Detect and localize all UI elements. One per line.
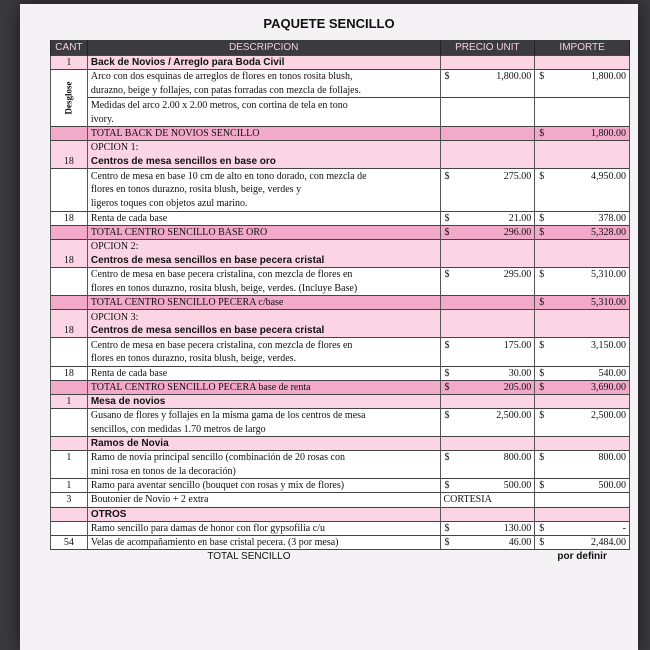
unit-price-cell <box>440 155 535 169</box>
cant-cell <box>51 310 88 324</box>
cant-cell <box>51 380 88 394</box>
table-row <box>51 479 630 493</box>
unit-price-cell <box>440 98 535 112</box>
amount-cell <box>535 267 630 281</box>
unit-price-cell <box>440 507 535 521</box>
currency-symbol: $ <box>444 480 450 492</box>
description-cell: flores en tonos durazno, rosita blush, beige, verdes y <box>87 183 440 197</box>
cant-cell: 1 <box>51 479 88 493</box>
description-cell: Arco con dos esquinas de arreglos de flores en tonos rosita blush, <box>87 69 440 83</box>
unit-price-cell <box>440 479 535 493</box>
currency-symbol: $ <box>444 367 450 379</box>
cant-cell <box>51 267 88 281</box>
cant-cell <box>51 507 88 521</box>
table-row <box>51 183 630 197</box>
currency-symbol: $ <box>539 381 545 393</box>
description-cell: Renta de cada base <box>87 366 440 380</box>
description-cell: TOTAL CENTRO SENCILLO PECERA c/base <box>87 296 440 310</box>
section-row <box>51 55 630 69</box>
description-cell: flores en tonos durazno, rosita blush, beige, verdes. (Incluye Base) <box>87 282 440 296</box>
unit-price-cell <box>440 310 535 324</box>
currency-symbol: $ <box>539 297 545 309</box>
unit-price-cell <box>440 521 535 535</box>
table-header-row <box>51 40 630 55</box>
amount-value: 378.00 <box>598 212 626 224</box>
cant-cell <box>51 169 88 183</box>
cant-cell <box>51 352 88 366</box>
currency-symbol: $ <box>539 226 545 238</box>
currency-symbol: $ <box>444 170 450 182</box>
amount-cell <box>535 366 630 380</box>
side-label-cell <box>51 69 88 126</box>
unit-price-cell <box>440 535 535 549</box>
amount-cell <box>535 155 630 169</box>
amount-cell <box>535 493 630 507</box>
currency-symbol: $ <box>539 480 545 492</box>
amount-value: 3,690.00 <box>591 381 626 393</box>
section-row <box>51 394 630 408</box>
description-cell: OTROS <box>87 507 440 521</box>
amount-value: 540.00 <box>598 367 626 379</box>
amount-value: 2,500.00 <box>591 410 626 422</box>
total-row <box>51 296 630 310</box>
unit-price-cell <box>440 422 535 436</box>
currency-symbol: $ <box>539 367 545 379</box>
amount-value: 1,800.00 <box>591 71 626 83</box>
cant-cell <box>51 465 88 479</box>
description-cell: Mesa de novios <box>87 394 440 408</box>
total-row <box>51 225 630 239</box>
description-cell: Ramo para aventar sencillo (bouquet con rosas y mix de flores) <box>87 479 440 493</box>
cant-cell <box>51 521 88 535</box>
amount-cell <box>535 126 630 140</box>
amount-value: 1,800.00 <box>591 128 626 140</box>
amount-cell <box>535 69 630 83</box>
amount-cell <box>535 112 630 126</box>
description-cell: Centros de mesa sencillos en base pecera cristal <box>87 253 440 267</box>
amount-cell <box>535 437 630 451</box>
cant-cell <box>51 141 88 155</box>
description-cell: flores en tonos durazno, rosita blush, beige, verdes. <box>87 352 440 366</box>
currency-symbol: $ <box>539 522 545 534</box>
unit-price-value: 175.00 <box>503 339 532 351</box>
unit-price-cell <box>440 69 535 83</box>
table-row <box>51 521 630 535</box>
price-table <box>50 40 630 563</box>
description-cell: TOTAL CENTRO SENCILLO BASE ORO <box>87 225 440 239</box>
total-footer-row <box>51 549 630 563</box>
unit-price-cell <box>440 451 535 465</box>
currency-symbol: $ <box>444 212 450 224</box>
table-row <box>51 282 630 296</box>
unit-price-value: 500.00 <box>503 480 532 492</box>
currency-symbol: $ <box>539 170 545 182</box>
description-cell: ligeros toques con objetos azul marino. <box>87 197 440 211</box>
amount-cell <box>535 197 630 211</box>
table-row <box>51 408 630 422</box>
header-precio-unit: PRECIO UNIT <box>440 40 535 55</box>
header-descripcion: DESCRIPCION <box>87 40 440 55</box>
unit-price-cell <box>440 408 535 422</box>
description-cell: mini rosa en tonos de la decoración) <box>87 465 440 479</box>
description-cell: Ramo de novia principal sencillo (combinación de 20 rosas con <box>87 451 440 465</box>
cant-cell: 1 <box>51 451 88 465</box>
unit-price-cell <box>440 465 535 479</box>
unit-price-cell <box>440 282 535 296</box>
amount-cell <box>535 338 630 352</box>
cant-cell: 18 <box>51 366 88 380</box>
description-cell: OPCION 3: <box>87 310 440 324</box>
cant-cell <box>51 183 88 197</box>
unit-price-cell <box>440 126 535 140</box>
currency-symbol: $ <box>444 452 450 464</box>
amount-cell <box>535 282 630 296</box>
unit-price-cell <box>440 352 535 366</box>
description-cell: Medidas del arco 2.00 x 2.00 metros, con cortina de tela en tono <box>87 98 440 112</box>
amount-cell <box>535 451 630 465</box>
currency-symbol: $ <box>539 71 545 83</box>
description-cell: Centro de mesa en base 10 cm de alto en tono dorado, con mezcla de <box>87 169 440 183</box>
description-cell: TOTAL BACK DE NOVIOS SENCILLO <box>87 126 440 140</box>
document-sheet <box>20 4 638 650</box>
amount-cell <box>535 211 630 225</box>
amount-cell <box>535 169 630 183</box>
cant-cell <box>51 408 88 422</box>
currency-symbol: $ <box>539 128 545 140</box>
description-cell: Boutonier de Novio + 2 extra <box>87 493 440 507</box>
description-cell: OPCION 2: <box>87 239 440 253</box>
amount-cell <box>535 310 630 324</box>
footer-total-label: TOTAL SENCILLO <box>87 549 440 563</box>
amount-value: 2,484.00 <box>591 536 626 548</box>
currency-symbol: $ <box>444 226 450 238</box>
unit-price-cell <box>440 394 535 408</box>
currency-symbol: $ <box>444 381 450 393</box>
table-row <box>51 169 630 183</box>
cant-cell: 54 <box>51 535 88 549</box>
footer-total-value: por definir <box>535 549 630 563</box>
description-cell: Centro de mesa en base pecera cristalina, con mezcla de flores en <box>87 338 440 352</box>
description-cell: TOTAL CENTRO SENCILLO PECERA base de renta <box>87 380 440 394</box>
unit-price-cell <box>440 183 535 197</box>
unit-price-cell <box>440 267 535 281</box>
cant-cell: 18 <box>51 324 88 338</box>
table-row <box>51 211 630 225</box>
amount-cell <box>535 352 630 366</box>
description-cell: Gusano de flores y follajes en la misma gama de los centros de mesa <box>87 408 440 422</box>
section-row <box>51 324 630 338</box>
section-row <box>51 437 630 451</box>
amount-cell <box>535 296 630 310</box>
table-row <box>51 197 630 211</box>
table-row <box>51 493 630 507</box>
amount-value: 800.00 <box>598 452 626 464</box>
unit-price-cell <box>440 225 535 239</box>
unit-price-value: 275.00 <box>503 170 532 182</box>
amount-cell <box>535 225 630 239</box>
amount-cell <box>535 83 630 97</box>
description-cell: OPCION 1: <box>87 141 440 155</box>
table-row <box>51 267 630 281</box>
amount-cell <box>535 507 630 521</box>
amount-cell <box>535 253 630 267</box>
table-row <box>51 98 630 112</box>
amount-cell <box>535 422 630 436</box>
table-row <box>51 352 630 366</box>
unit-price-cell <box>440 55 535 69</box>
section-row <box>51 239 630 253</box>
amount-value: 3,150.00 <box>591 339 626 351</box>
currency-symbol: $ <box>444 522 450 534</box>
table-row <box>51 83 630 97</box>
amount-cell <box>535 141 630 155</box>
unit-price-cell <box>440 380 535 394</box>
amount-cell <box>535 465 630 479</box>
document-title: PAQUETE SENCILLO <box>263 16 395 31</box>
cant-cell <box>51 338 88 352</box>
currency-symbol: $ <box>444 71 450 83</box>
currency-symbol: $ <box>539 339 545 351</box>
footer-empty <box>51 549 88 563</box>
description-cell: Centros de mesa sencillos en base pecera cristal <box>87 324 440 338</box>
side-label: Desglose <box>63 81 74 115</box>
unit-price-value: 1,800.00 <box>496 71 532 83</box>
total-row <box>51 380 630 394</box>
cant-cell: 18 <box>51 211 88 225</box>
currency-symbol: $ <box>444 410 450 422</box>
amount-cell <box>535 535 630 549</box>
unit-price-value: 30.00 <box>508 367 532 379</box>
unit-price-value: 296.00 <box>503 226 532 238</box>
unit-price-cell <box>440 141 535 155</box>
unit-price-cell <box>440 366 535 380</box>
cant-cell <box>51 197 88 211</box>
unit-price-value: 800.00 <box>503 452 532 464</box>
cant-cell <box>51 239 88 253</box>
amount-cell <box>535 183 630 197</box>
description-cell: ivory. <box>87 112 440 126</box>
amount-cell <box>535 98 630 112</box>
currency-symbol: $ <box>444 339 450 351</box>
unit-price-value: 46.00 <box>508 536 532 548</box>
amount-cell <box>535 324 630 338</box>
amount-cell <box>535 55 630 69</box>
unit-price-cell: CORTESIA <box>440 493 535 507</box>
description-cell: Renta de cada base <box>87 211 440 225</box>
unit-price-cell <box>440 239 535 253</box>
cant-cell <box>51 422 88 436</box>
table-row <box>51 112 630 126</box>
unit-price-value: 295.00 <box>503 269 532 281</box>
cant-cell <box>51 126 88 140</box>
header-importe: IMPORTE <box>535 40 630 55</box>
cant-cell <box>51 437 88 451</box>
unit-price-cell <box>440 211 535 225</box>
currency-symbol: $ <box>444 269 450 281</box>
description-cell: Velas de acompañamiento en base cristal pecera. (3 por mesa) <box>87 535 440 549</box>
table-row <box>51 366 630 380</box>
unit-price-cell <box>440 197 535 211</box>
footer-empty <box>440 549 535 563</box>
amount-cell <box>535 239 630 253</box>
unit-price-cell <box>440 83 535 97</box>
table-row <box>51 535 630 549</box>
section-row <box>51 310 630 324</box>
unit-price-cell <box>440 169 535 183</box>
amount-value: - <box>622 522 626 534</box>
header-cant: CANT <box>51 40 88 55</box>
section-row <box>51 141 630 155</box>
unit-price-value: 205.00 <box>503 381 532 393</box>
amount-value: 4,950.00 <box>591 170 626 182</box>
cant-cell: 18 <box>51 253 88 267</box>
amount-cell <box>535 408 630 422</box>
table-row <box>51 422 630 436</box>
cant-cell: 1 <box>51 55 88 69</box>
currency-symbol: $ <box>539 212 545 224</box>
description-cell: Ramo sencillo para damas de honor con flor gypsofilia c/u <box>87 521 440 535</box>
amount-value: 500.00 <box>598 480 626 492</box>
unit-price-value: 2,500.00 <box>496 410 532 422</box>
table-row <box>51 451 630 465</box>
amount-value: 5,328.00 <box>591 226 626 238</box>
cant-cell <box>51 282 88 296</box>
section-row <box>51 253 630 267</box>
unit-price-cell <box>440 324 535 338</box>
table-row <box>51 465 630 479</box>
currency-symbol: $ <box>539 410 545 422</box>
currency-symbol: $ <box>539 269 545 281</box>
description-cell: Back de Novios / Arreglo para Boda Civil <box>87 55 440 69</box>
currency-symbol: $ <box>539 452 545 464</box>
total-row <box>51 126 630 140</box>
amount-cell <box>535 380 630 394</box>
amount-value: 5,310.00 <box>591 269 626 281</box>
table-row <box>51 338 630 352</box>
cant-cell: 18 <box>51 155 88 169</box>
currency-symbol: $ <box>444 536 450 548</box>
unit-price-cell <box>440 338 535 352</box>
description-cell: durazno, beige y follajes, con patas forradas con mezcla de follajes. <box>87 83 440 97</box>
section-row <box>51 507 630 521</box>
cant-cell <box>51 296 88 310</box>
amount-cell <box>535 521 630 535</box>
amount-cell <box>535 394 630 408</box>
description-cell: sencillos, con medidas 1.70 metros de largo <box>87 422 440 436</box>
currency-symbol: $ <box>539 536 545 548</box>
cant-cell: 3 <box>51 493 88 507</box>
unit-price-value: 21.00 <box>508 212 532 224</box>
unit-price-cell <box>440 253 535 267</box>
unit-price-cell <box>440 437 535 451</box>
description-cell: Centros de mesa sencillos en base oro <box>87 155 440 169</box>
amount-cell <box>535 479 630 493</box>
section-row <box>51 155 630 169</box>
unit-price-cell <box>440 296 535 310</box>
cant-cell <box>51 225 88 239</box>
cant-cell: 1 <box>51 394 88 408</box>
description-cell: Centro de mesa en base pecera cristalina, con mezcla de flores en <box>87 267 440 281</box>
table-row <box>51 69 630 83</box>
unit-price-value: 130.00 <box>503 522 532 534</box>
description-cell: Ramos de Novia <box>87 437 440 451</box>
amount-value: 5,310.00 <box>591 297 626 309</box>
unit-price-cell <box>440 112 535 126</box>
